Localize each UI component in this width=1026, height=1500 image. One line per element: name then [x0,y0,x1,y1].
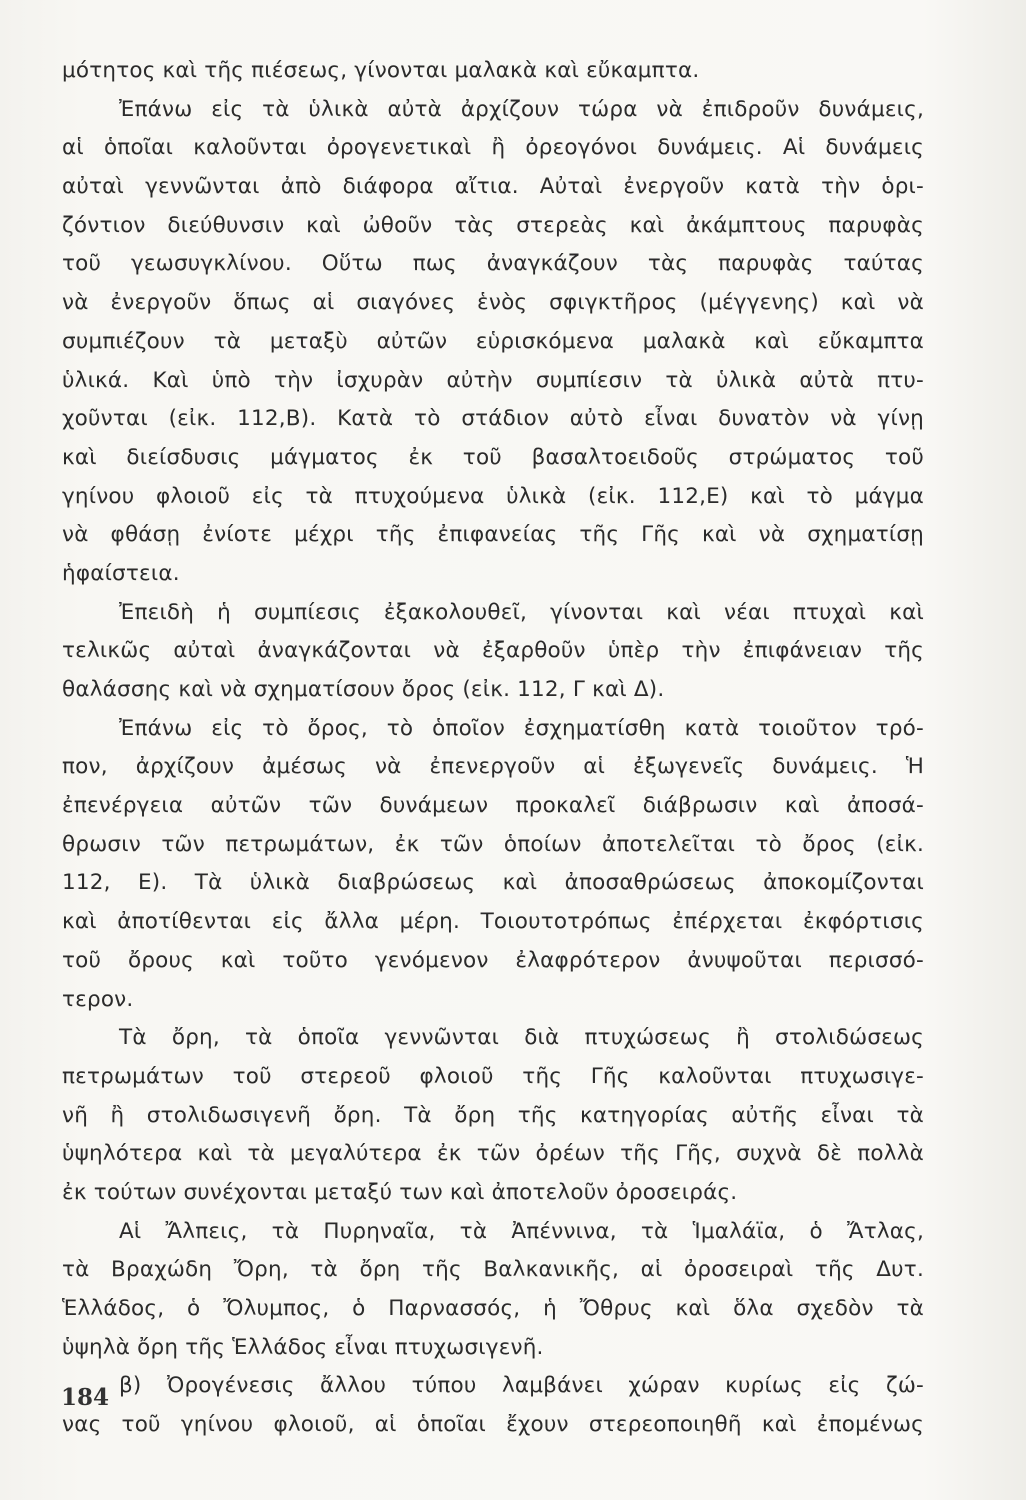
text-line: καὶ ἀποτίθενται εἰς ἄλλα μέρη. Τοιουτοτρόπως ἐπέρχεται ἐκφόρτισις [62,909,924,935]
text-line: ὑψηλότερα καὶ τὰ μεγαλύτερα ἐκ τῶν ὀρέων τῆς Γῆς, συχνὰ δὲ πολλὰ [62,1141,924,1167]
text-line: Ἐπάνω εἰς τὸ ὄρος, τὸ ὁποῖον ἐσχηματίσθη κατὰ τοιοῦτον τρό- [119,715,924,741]
text-line: αἱ ὁποῖαι καλοῦνται ὀρογενετικαὶ ἢ ὀρεογόνοι δυνάμεις. Αἱ δυνάμεις [62,135,924,161]
text-line: ζόντιον διεύθυνσιν καὶ ὠθοῦν τὰς στερεὰς καὶ ἀκάμπτους παρυφὰς [62,212,924,238]
text-line: νας τοῦ γηίνου φλοιοῦ, αἱ ὁποῖαι ἔχουν στερεοποιηθῆ καὶ ἐπομένως [62,1412,924,1438]
text-line: Ἑλλάδος, ὁ Ὄλυμπος, ὁ Παρνασσός, ἡ Ὄθρυς καὶ ὅλα σχεδὸν τὰ [62,1296,924,1321]
text-line: γηίνου φλοιοῦ εἰς τὰ πτυχούμενα ὑλικὰ (εἰκ. 112,Ε) καὶ τὸ μάγμα [62,483,924,509]
text-line: συμπιέζουν τὰ μεταξὺ αὐτῶν εὑρισκόμενα μαλακὰ καὶ εὔκαμπτα [62,328,924,354]
body-text [62,52,924,1445]
text-line: καὶ διείσδυσις μάγματος ἐκ τοῦ βασαλτοειδοῦς στρώματος τοῦ [62,444,924,470]
text-line: πετρωμάτων τοῦ στερεοῦ φλοιοῦ τῆς Γῆς καλοῦνται πτυχωσιγε- [62,1063,924,1089]
text-line: ἡφαίστεια. [62,560,180,586]
text-line: ἐπενέργεια αὐτῶν τῶν δυνάμεων προκαλεῖ διάβρωσιν καὶ ἀποσά- [62,793,924,819]
text-line: χοῦνται (εἰκ. 112,Β). Κατὰ τὸ στάδιον αὐτὸ εἶναι δυνατὸν νὰ γίνῃ [62,406,924,432]
text-line: τὰ Βραχώδη Ὄρη, τὰ ὄρη τῆς Βαλκανικῆς, αἱ ὀροσειραὶ τῆς Δυτ. [62,1257,924,1283]
text-line: Ἐπάνω εἰς τὰ ὑλικὰ αὐτὰ ἀρχίζουν τώρα νὰ ἐπιδροῦν δυνάμεις, [119,96,924,122]
text-line: πον, ἀρχίζουν ἀμέσως νὰ ἐπενεργοῦν αἱ ἐξωγενεῖς δυνάμεις. Ἡ [62,754,924,780]
text-line: ὑψηλὰ ὄρη τῆς Ἑλλάδος εἶναι πτυχωσιγενῆ. [62,1334,544,1360]
text-line: ἐκ τούτων συνέχονται μεταξύ των καὶ ἀποτελοῦν ὀροσειράς. [62,1179,738,1205]
text-line: νὰ ἐνεργοῦν ὅπως αἱ σιαγόνες ἑνὸς σφιγκτῆρος (μέγγενης) καὶ νὰ [62,290,924,316]
text-line: Ἐπειδὴ ἡ συμπίεσις ἐξακολουθεῖ, γίνονται καὶ νέαι πτυχαὶ καὶ [119,599,924,625]
text-line: β) Ὀρογένεσις ἄλλου τύπου λαμβάνει χώραν κυρίως εἰς ζώ- [119,1373,924,1399]
page-number: 184 [61,1384,110,1411]
text-line: ὑλικά. Καὶ ὑπὸ τὴν ἰσχυρὰν αὐτὴν συμπίεσιν τὰ ὑλικὰ αὐτὰ πτυ- [62,367,924,393]
text-line: αὐταὶ γεννῶνται ἀπὸ διάφορα αἴτια. Αὐταὶ ἐνεργοῦν κατὰ τὴν ὁρι- [62,174,924,200]
text-line: θαλάσσης καὶ νὰ σχηματίσουν ὄρος (εἰκ. 112, Γ καὶ Δ). [62,677,665,702]
text-line: τοῦ ὄρους καὶ τοῦτο γενόμενον ἐλαφρότερον ἀνυψοῦται περισσό- [62,947,924,973]
text-line: τοῦ γεωσυγκλίνου. Οὕτω πως ἀναγκάζουν τὰς παρυφὰς ταύτας [62,251,924,277]
text-line: νὰ φθάσῃ ἐνίοτε μέχρι τῆς ἐπιφανείας τῆς Γῆς καὶ νὰ σχηματίσῃ [62,522,924,548]
text-line: μότητος καὶ τῆς πιέσεως, γίνονται μαλακὰ καὶ εὔκαμπτα. [62,58,700,83]
text-line: θρωσιν τῶν πετρωμάτων, ἐκ τῶν ὁποίων ἀποτελεῖται τὸ ὄρος (εἰκ. [62,831,924,857]
text-line: τερον. [62,986,134,1012]
text-line: Τὰ ὄρη, τὰ ὁποῖα γεννῶνται διὰ πτυχώσεως ἢ στολιδώσεως [119,1025,924,1051]
text-line: νῆ ἢ στολιδωσιγενῆ ὄρη. Τὰ ὄρη τῆς κατηγορίας αὐτῆς εἶναι τὰ [62,1102,924,1128]
text-line: τελικῶς αὐταὶ ἀναγκάζονται νὰ ἐξαρθοῦν ὑπὲρ τὴν ἐπιφάνειαν τῆς [62,638,924,664]
text-line: Αἱ Ἄλπεις, τὰ Πυρηναῖα, τὰ Ἀπέννινα, τὰ Ἱμαλάϊα, ὁ Ἄτλας, [119,1218,924,1244]
text-line: 112, Ε). Τὰ ὑλικὰ διαβρώσεως καὶ ἀποσαθρώσεως ἀποκομίζονται [62,870,924,896]
